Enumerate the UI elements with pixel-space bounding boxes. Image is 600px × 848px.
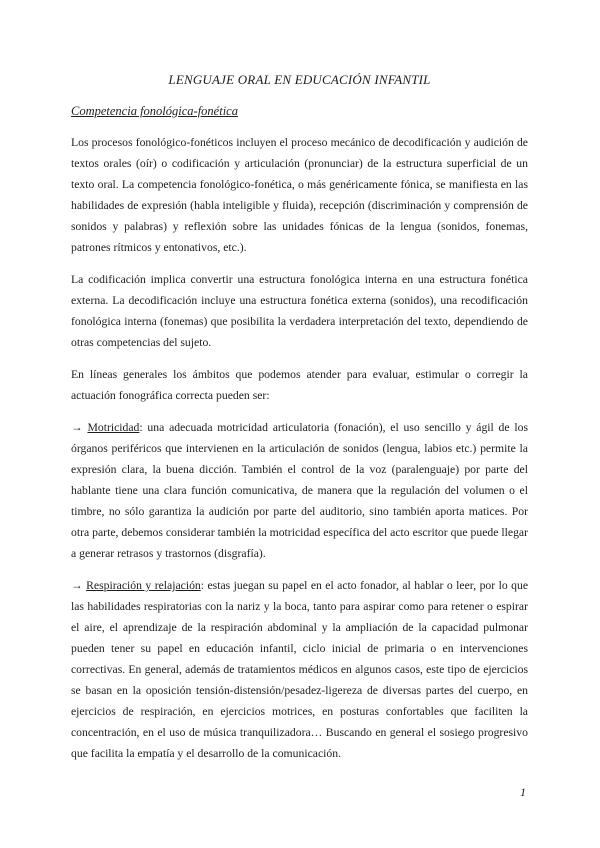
arrow-icon: →	[71, 421, 88, 434]
paragraph-text: La codificación implica convertir una estructura fonológica interna en una estructura fonética externa. La decodificación incluye una estructura fonética externa (sonidos), una recodificación fonológica interna (fonemas) que posibilita la verdadera interpretación del texto, dependiendo de otras competencias del sujeto.	[71, 273, 528, 349]
paragraph-text: : una adecuada motricidad articulatoria (fonación), el uso sencillo y ágil de los órganos periféricos que intervienen en la articulación de sonidos (lengua, labios etc.) permite la expresión clara, la buena dicción. También el control de la voz (paralenguaje) por parte del hablante tiene una clara función comunicativa, de manera que la regulación del volumen o el timbre, no sólo garantiza la audición por parte del auditorio, sino también aporta matices. Por otra parte, debemos considerar también la motricidad específica del acto escritor que puede llegar a generar retrasos y trastornos (disgrafía).	[71, 421, 529, 560]
paragraph-respiracion	[71, 575, 528, 764]
paragraph-intro	[71, 132, 528, 258]
paragraph-text: Los procesos fonológico-fonéticos incluyen el proceso mecánico de decodificación y audición de textos orales (oír) o codificación y articulación (pronunciar) de la estructura superficial de un texto oral. La competencia fonológico-fonética, o más genéricamente fónica, se manifiesta en las habilidades de expresión (habla inteligible y fluida), recepción (discriminación y comprensión de sonidos y palabras) y reflexión sobre las unidades fónicas de la lengua (sonidos, fonemas, patrones rítmicos y entonativos, etc.).	[71, 136, 528, 254]
section-heading: Competencia fonológica-fonética	[71, 104, 238, 118]
paragraph-text: En líneas generales los ámbitos que podemos atender para evaluar, estimular o corregir la actuación fonográfica correcta pueden ser:	[71, 368, 528, 402]
paragraph-lead-motricidad: Motricidad	[87, 421, 140, 434]
paragraph-lead-respiracion: Respiración y relajación	[86, 579, 201, 592]
arrow-icon: →	[71, 579, 87, 592]
paragraph-text: : estas juegan su papel en el acto fonador, al hablar o leer, por lo que las habilidades respiratorias con la nariz y la boca, tanto para aspirar como para retener o espirar el aire, el aprendizaje de la respiración abdominal y la ampliación de la capacidad pulmonar pueden tener su papel en educación infantil, ciclo inicial de primaria o en intervenciones correctivas. En general, además de tratamientos médicos en algunos casos, este tipo de ejercicios se basan en la oposición tensión-distensión/pesadez-ligereza de diversas partes del cuerpo, en ejercicios de respiración, en ejercicios motrices, en posturas confortables que faciliten la concentración, en el uso de música tranquilizadora… Buscando en general el sosiego progresivo que facilita la empatía y el desarrollo de la comunicación.	[71, 579, 529, 760]
paragraph-codificacion	[71, 269, 528, 353]
page-number: 1	[520, 785, 526, 799]
paragraph-ambitos	[71, 364, 528, 406]
document-title: LENGUAJE ORAL EN EDUCACIÓN INFANTIL	[168, 72, 431, 87]
paragraph-motricidad	[71, 417, 528, 564]
page-content	[71, 72, 528, 775]
